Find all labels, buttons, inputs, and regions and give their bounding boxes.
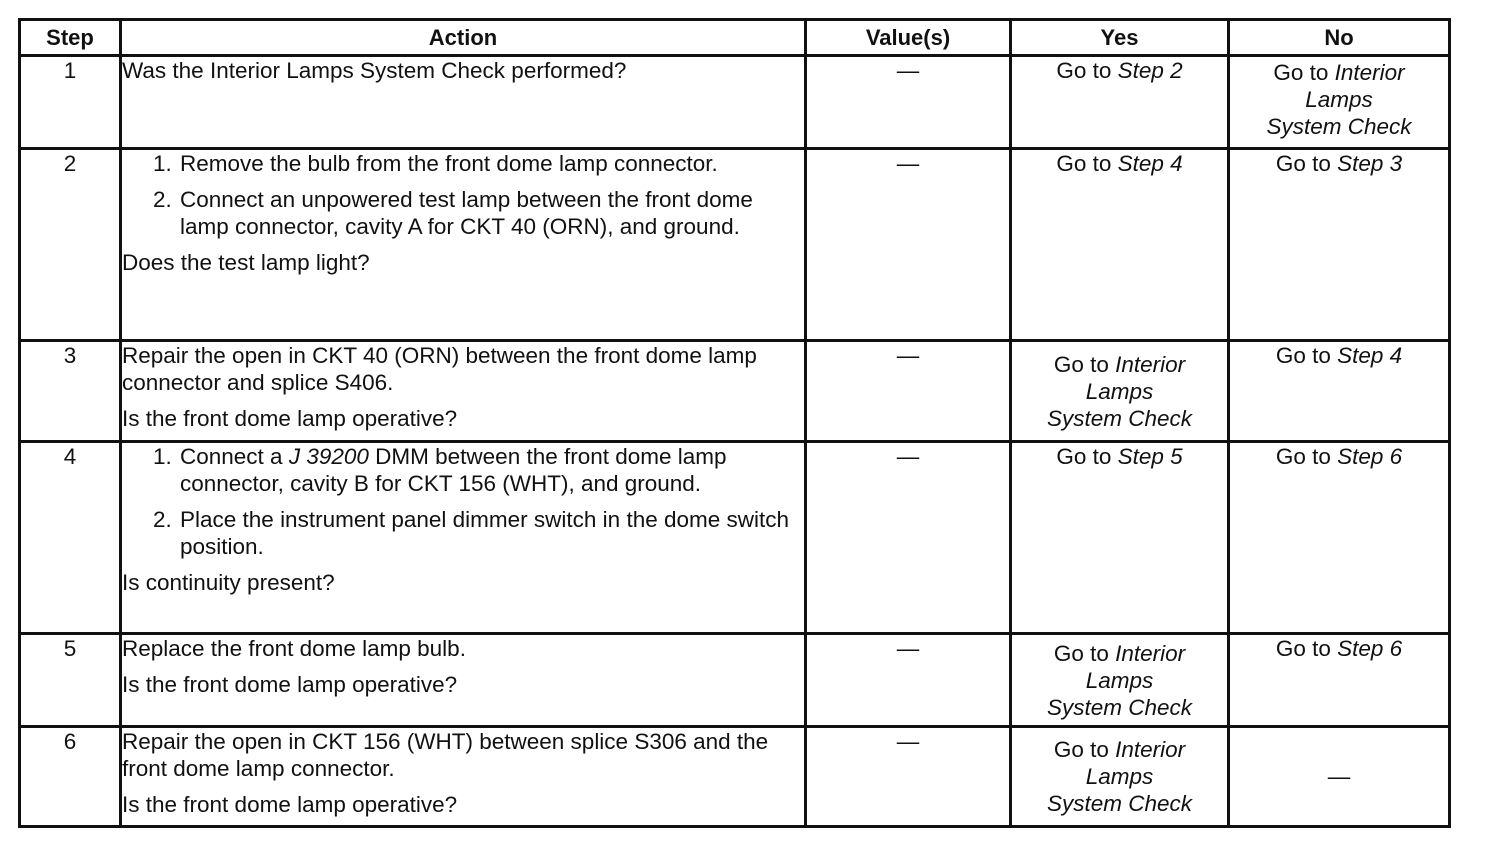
yes-cell	[1011, 56, 1229, 149]
table-row	[20, 442, 1450, 634]
no-prefix: Go to	[1275, 151, 1331, 176]
yes-cell	[1011, 341, 1229, 442]
header-values: Value(s)	[806, 20, 1011, 56]
no-cell	[1229, 634, 1450, 727]
header-yes: Yes	[1011, 20, 1229, 56]
action-cell	[121, 56, 806, 149]
yes-prefix: Go to	[1056, 58, 1112, 83]
value-cell: —	[806, 727, 1011, 827]
step-number: 5	[20, 634, 121, 727]
step-number: 2	[20, 149, 121, 341]
table-row	[20, 634, 1450, 727]
no-target: Step 4	[1337, 343, 1403, 368]
action-question: Does the test lamp light?	[122, 250, 370, 275]
action-list	[122, 150, 804, 240]
no-prefix: Go to	[1275, 343, 1331, 368]
no-target: Step 6	[1337, 444, 1403, 469]
table-row	[20, 149, 1450, 341]
table-row	[20, 341, 1450, 442]
yes-target-line2: Lamps	[1085, 764, 1154, 789]
yes-prefix: Go to	[1053, 737, 1109, 762]
yes-target: Step 5	[1117, 444, 1183, 469]
action-item: 2. Place the instrument panel dimmer switch in the dome switch position.	[178, 506, 804, 560]
action-question: Is continuity present?	[122, 570, 335, 595]
no-cell	[1229, 442, 1450, 634]
yes-target: Step 4	[1117, 151, 1183, 176]
header-step: Step	[20, 20, 121, 56]
action-text: Replace the front dome lamp bulb.	[122, 636, 466, 661]
value-cell: —	[806, 442, 1011, 634]
action-text: Repair the open in CKT 40 (ORN) between the front dome lamp connector and splice S406.	[122, 343, 757, 395]
yes-prefix: Go to	[1053, 351, 1109, 377]
yes-target-line3: System Check	[1046, 791, 1193, 816]
action-item-post: DMM between the front dome lamp connector, cavity B for CKT 156 (WHT), and ground.	[180, 444, 727, 496]
header-action: Action	[121, 20, 806, 56]
step-number: 3	[20, 341, 121, 442]
header-row	[20, 20, 1450, 56]
yes-target-line3: System Check	[1046, 405, 1193, 431]
action-cell	[121, 634, 806, 727]
no-prefix: Go to	[1273, 60, 1329, 85]
yes-cell	[1011, 149, 1229, 341]
no-target-line2: Lamps	[1305, 87, 1373, 112]
no-cell	[1229, 341, 1450, 442]
action-text: Repair the open in CKT 156 (WHT) between splice S306 and the front dome lamp connector.	[122, 729, 769, 781]
value-cell: —	[806, 341, 1011, 442]
action-cell	[121, 727, 806, 827]
action-item	[178, 443, 804, 497]
no-cell: —	[1229, 727, 1450, 827]
yes-prefix: Go to	[1056, 151, 1112, 176]
table-row	[20, 56, 1450, 149]
yes-target: Interior	[1115, 351, 1186, 377]
no-target: Interior	[1334, 60, 1405, 85]
action-cell	[121, 341, 806, 442]
action-question: Is the front dome lamp operative?	[122, 406, 458, 431]
action-list	[122, 443, 804, 560]
yes-cell	[1011, 634, 1229, 727]
table-row	[20, 727, 1450, 827]
yes-target-line2: Lamps	[1085, 667, 1154, 693]
yes-cell	[1011, 442, 1229, 634]
yes-cell	[1011, 727, 1229, 827]
value-cell: —	[806, 634, 1011, 727]
action-text: Was the Interior Lamps System Check performed?	[122, 58, 627, 83]
step-number: 4	[20, 442, 121, 634]
no-cell	[1229, 149, 1450, 341]
action-item: 2. Connect an unpowered test lamp between the front dome lamp connector, cavity A for CKT 40 (ORN), and ground.	[178, 186, 804, 240]
yes-target: Interior	[1115, 737, 1186, 762]
tool-reference: J 39200	[288, 444, 369, 469]
yes-target-line2: Lamps	[1085, 378, 1154, 404]
yes-target: Interior	[1115, 640, 1186, 666]
diagnostic-table	[18, 18, 1451, 828]
no-prefix: Go to	[1275, 636, 1331, 661]
yes-prefix: Go to	[1056, 444, 1112, 469]
no-cell	[1229, 56, 1450, 149]
no-prefix: Go to	[1275, 444, 1331, 469]
action-question: Is the front dome lamp operative?	[122, 792, 458, 817]
action-question: Is the front dome lamp operative?	[122, 672, 458, 697]
no-target-line3: System Check	[1266, 114, 1412, 139]
yes-target: Step 2	[1117, 58, 1183, 83]
action-item-pre: Connect a	[180, 444, 289, 469]
value-cell: —	[806, 149, 1011, 341]
action-cell	[121, 149, 806, 341]
step-number: 6	[20, 727, 121, 827]
step-number: 1	[20, 56, 121, 149]
value-cell: —	[806, 56, 1011, 149]
action-item: 1. Remove the bulb from the front dome lamp connector.	[178, 150, 804, 177]
yes-target-line3: System Check	[1046, 694, 1193, 720]
yes-prefix: Go to	[1053, 640, 1109, 666]
header-no: No	[1229, 20, 1450, 56]
no-target: Step 3	[1337, 151, 1403, 176]
no-target: Step 6	[1337, 636, 1403, 661]
action-cell	[121, 442, 806, 634]
